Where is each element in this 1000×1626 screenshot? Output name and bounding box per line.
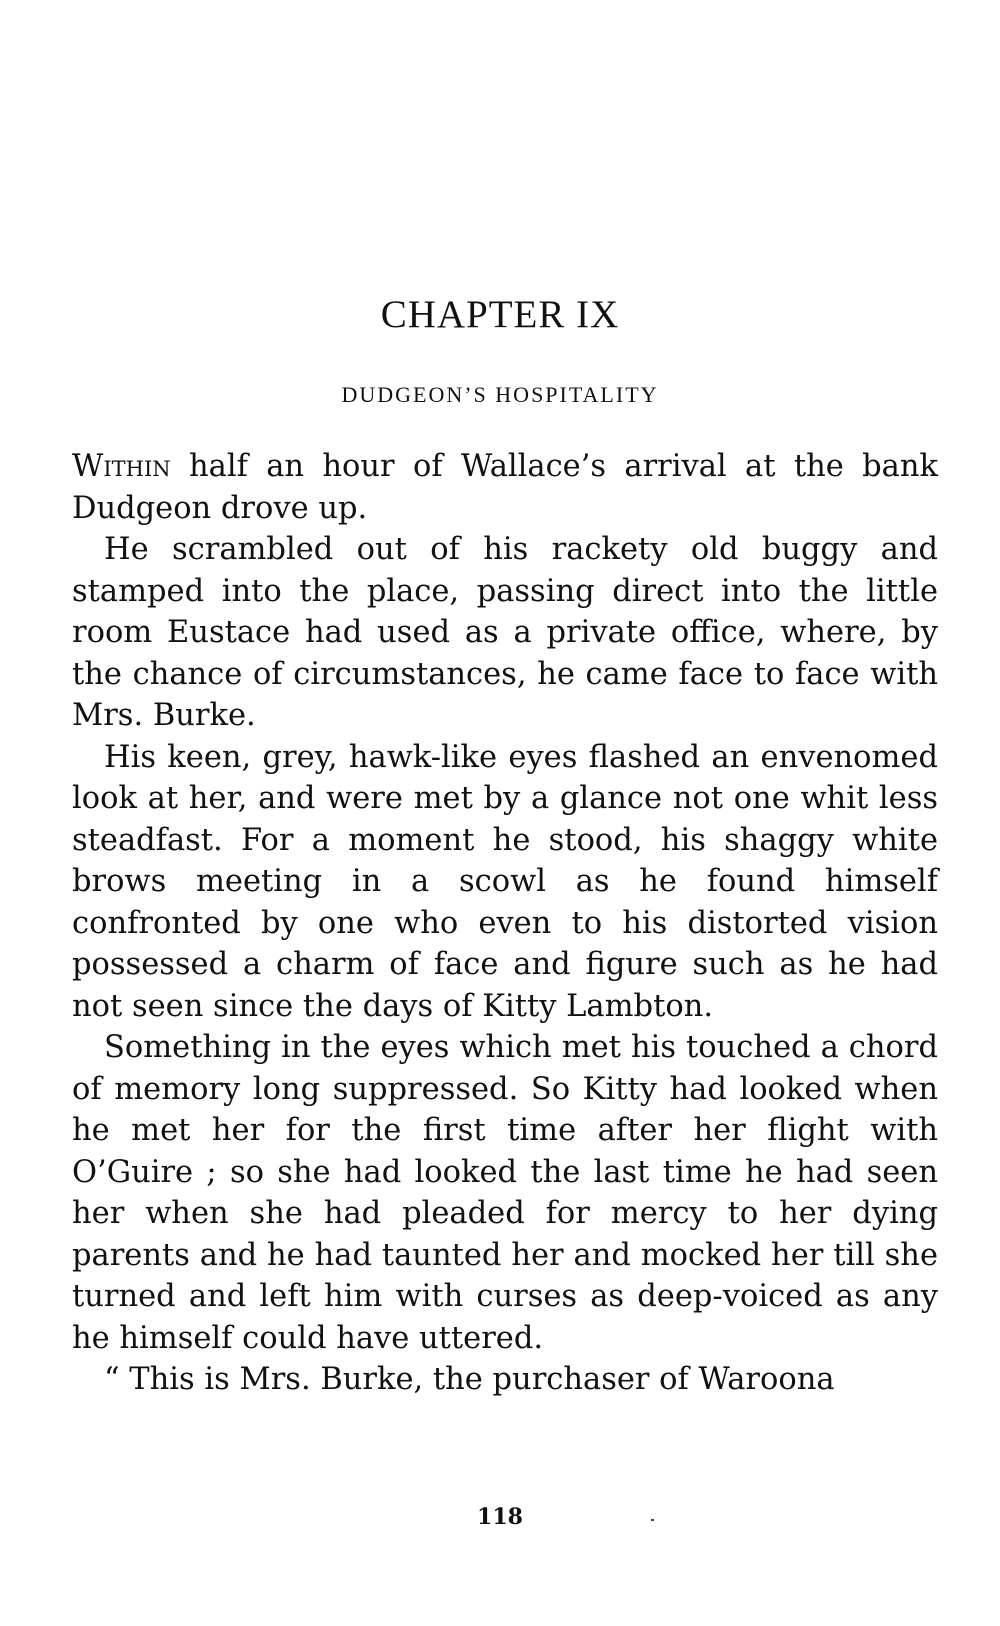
paragraph-text: half an hour of Wallace’s arrival at the bank Dudgeon drove up. [72, 449, 938, 526]
chapter-subtitle: DUDGEON’S HOSPITALITY [341, 382, 659, 407]
paragraph-5: “ This is Mrs. Burke, the purchaser of Waroona [104, 1362, 835, 1397]
chapter-title: CHAPTER IX [380, 293, 620, 336]
paragraph-3: His keen, grey, hawk-like eyes flashed an envenomed look at her, and were met by a glance not one whit less steadfast. For a moment he stood, his shaggy white brows meeting in a scowl as he found himself confronted by one who even to his distorted vision possessed a charm of face and figure such as he had not seen since the days of Kitty Lambton. [72, 739, 938, 1024]
chapter-body [72, 446, 938, 1401]
paragraph-lead-word: Within [72, 449, 171, 484]
paragraph-2: He scrambled out of his rackety old buggy and stamped into the place, passing direct into the little room Eustace had used as a private office, where, by the chance of circumstances, he came face to face with Mrs. Burke. [72, 532, 938, 733]
page-number: 118 [477, 1504, 523, 1530]
paragraph-1 [72, 446, 938, 529]
print-speck [651, 1519, 654, 1521]
paragraph-4: Something in the eyes which met his touched a chord of memory long suppressed. So Kitty had looked when he met her for the first time after her flight with O’Guire ; so she had looked the last time he had seen her when she had pleaded for mercy to her dying parents and he had taunted her and mocked her till she turned and left him with curses as deep-voiced as any he himself could have uttered. [72, 1030, 938, 1356]
